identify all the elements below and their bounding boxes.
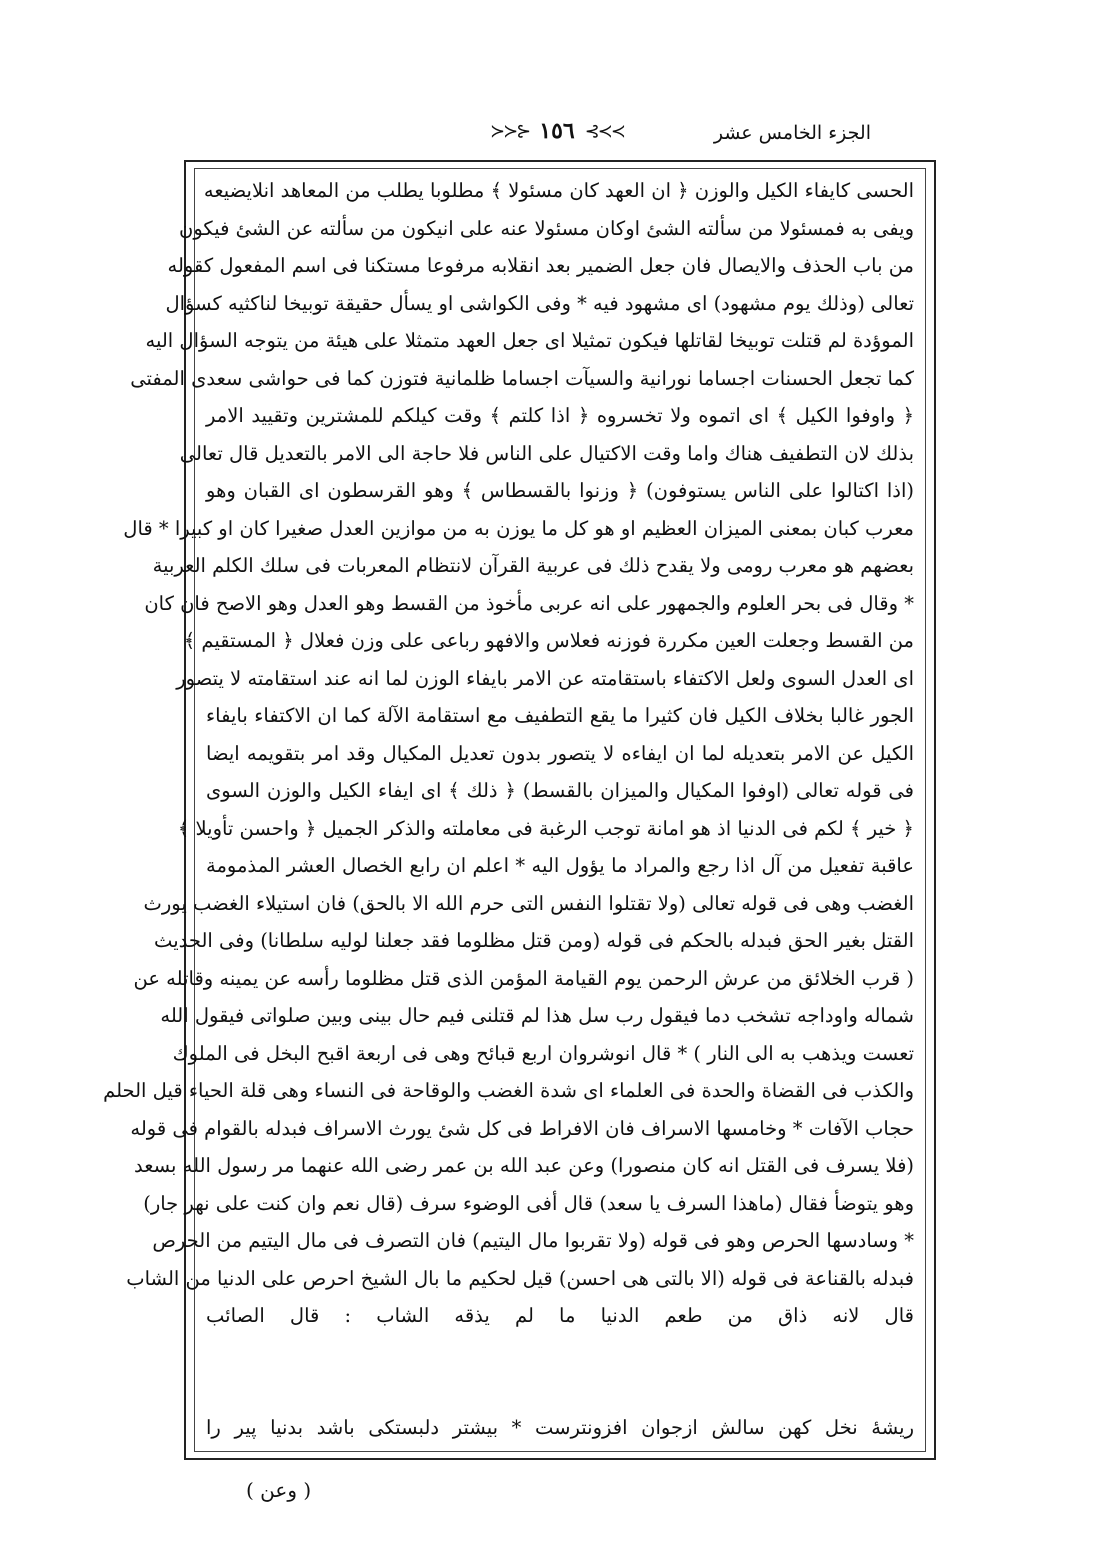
text-line: ﴿ خير ﴾ لكم فى الدنيا اذ هو امانة توجب الرغبة فى معاملته والذكر الجميل ﴿ واحسن تأويلا ﴾ xyxy=(177,816,914,840)
text-line: * وقال فى بحر العلوم والجمهور على انه عربى مأخوذ من القسط وهو العدل وهو الاصح فان كان xyxy=(144,591,914,615)
page-number: ١٥٦ xyxy=(539,118,575,144)
text-line: شماله واوداجه تشخب دما فيقول رب سل هذا لم قتلنى فيم حال بينى وبين صلواتى فيقول الله xyxy=(160,1004,914,1027)
persian-verse: ريشهٔ نخل كهن سالش ازجوان افزونترست * بيشتر دلبستكى باشد بدنيا پير را xyxy=(206,1416,914,1439)
text-line: ويفى به فمسئولا من سألته الشئ اوكان مسئولا عنه على انيكون من سألته عن الشئ فيكون xyxy=(179,216,914,240)
text-line: والكذب فى القضاة والحدة فى العلماء اى شدة الغضب والوقاحة فى النساء وهى قلة الحياء قيل الحلم xyxy=(103,1079,914,1102)
text-line: حجاب الآفات * وخامسها الاسراف فان الافراط فى كل شئ يورث الاسراف فبدله بالقوام فى قوله xyxy=(130,1116,914,1140)
ornament-right-icon: ⊰≺≺ xyxy=(584,120,624,142)
text-line: اى العدل السوى ولعل الاكتفاء باستقامته عن الامر بايفاء الوزن لما انه عند استقامته لا يتصور xyxy=(176,666,914,690)
text-line: القتل بغير الحق فبدله بالحكم فى قوله (ومن قتل مظلوما فقد جعلنا لوليه سلطانا) وفى الحديث xyxy=(154,929,914,952)
text-line: فبدله بالقناعة فى قوله (الا بالتى هى احسن) قيل لحكيم ما بال الشيخ احرص على الدنيا من الشاب xyxy=(126,1266,914,1290)
text-line: الموؤدة لم قتلت توبيخا لقاتلها فيكون تمثيلا اى جعل العهد متمثلا على هيئة من يتوجه السؤال اليه xyxy=(145,329,914,352)
text-line: الحسى كايفاء الكيل والوزن ﴿ ان العهد كان مسئولا ﴾ مطلوبا يطلب من المعاهد انلايضيعه xyxy=(203,179,914,202)
text-line xyxy=(206,1372,914,1410)
page-header xyxy=(0,118,1119,158)
text-line: بعضهم هو معرب رومى ولا يقدح ذلك فى عربية القرآن لانتظام المعربات فى سلك الكلم العربية xyxy=(152,554,914,577)
text-line: تعست ويذهب به الى النار ) * قال انوشروان اربع قبائح وهى فى اربعة اقبح البخل فى الملوك xyxy=(172,1041,914,1065)
text-line: فى قوله تعالى (اوفوا المكيال والميزان بالقسط) ﴿ ذلك ﴾ اى ايفاء الكيل والوزن السوى xyxy=(206,779,914,802)
text-line: وهو يتوضأ فقال (ماهذا السرف يا سعد) قال أفى الوضوء سرف (قال نعم وان كنت على نهر جار) xyxy=(143,1191,914,1215)
text-line: ( قرب الخلائق من عرش الرحمن يوم القيامة المؤمن الذى قتل مظلوما رأسه عن يمينه وقاتله عن xyxy=(133,966,914,990)
text-line: (فلا يسرف فى القتل انه كان منصورا) وعن عبد الله بن عمر رضى الله عنهما مر رسول الله بسعد xyxy=(134,1154,914,1177)
text-line: الكيل عن الامر بتعديله لما ان ايفاءه لا يتصور بدون تعديل المكيال وقد امر بتقويمه ايضا xyxy=(206,741,914,765)
ornament-left-icon: ≻≻⊱ xyxy=(490,120,530,142)
text-line: تعالى (وذلك يوم مشهود) اى مشهود فيه * وفى الكواشى او يسأل حقيقة توبيخا لناكثيه كسؤال xyxy=(165,291,914,315)
text-line: الغضب وهى فى قوله تعالى (ولا تقتلوا النفس التى حرم الله الا بالحق) فان استيلاء الغضب يورث xyxy=(143,891,914,915)
text-line: قال لانه ذاق من طعم الدنيا ما لم يذقه الشاب : قال الصائب xyxy=(206,1304,914,1327)
text-line: معرب كبان بمعنى الميزان العظيم او هو كل ما يوزن به من موازين العدل صغيرا كان او كبيرا * قال xyxy=(123,516,914,540)
text-line: * وسادسها الحرص وهو فى قوله (ولا تقربوا مال اليتيم) فان التصرف فى مال اليتيم من الحرص xyxy=(152,1229,914,1252)
text-line: عاقبة تفعيل من آل اذا رجع والمراد ما يؤول اليه * اعلم ان رابع الخصال العشر المذمومة xyxy=(206,854,914,877)
text-line: بذلك لان التطفيف هناك واما وقت الاكتيال على الناس فلا حاجة الى الامر بالتعديل قال تعالى xyxy=(179,441,914,465)
text-line: من باب الحذف والايصال فان جعل الضمير بعد انقلابه مرفوعا مستكنا فى اسم المفعول كقوله xyxy=(167,254,914,277)
text-line: ﴿ واوفوا الكيل ﴾ اى اتموه ولا تخسروه ﴿ اذا كلتم ﴾ وقت كيلكم للمشترين وتقييد الامر xyxy=(206,404,914,427)
body-text xyxy=(103,172,914,1447)
running-head: الجزء الخامس عشر xyxy=(713,122,871,144)
text-line xyxy=(206,1335,914,1373)
text-line: الجور غالبا بخلاف الكيل فان كثيرا ما يقع التطفيف مع استقامة الآلة كما ان الاكتفاء بايفاء xyxy=(206,704,914,727)
page-number-group xyxy=(490,118,624,144)
text-line: (اذا اكتالوا على الناس يستوفون) ﴿ وزنوا بالقسطاس ﴾ وهو القرسطون اى القبان وهو xyxy=(206,479,914,502)
text-line: من القسط وجعلت العين مكررة فوزنه فعلاس والافهو رباعى على وزن فعلال ﴿ المستقيم ﴾ xyxy=(183,629,914,652)
text-line: كما تجعل الحسنات اجساما نورانية والسيآت اجساما ظلمانية فتوزن كما فى حواشى سعدى المفتى xyxy=(130,366,914,390)
catchword: ( وعن ) xyxy=(246,1478,312,1502)
